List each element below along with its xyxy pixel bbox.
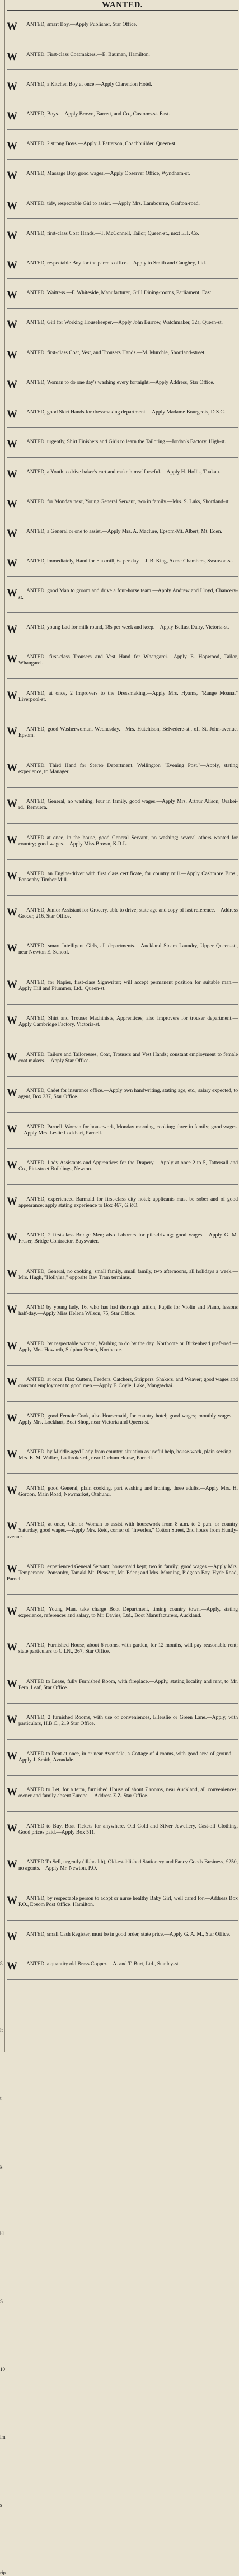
classified-ad [7,1474,238,1510]
classified-ad [7,70,238,100]
drop-initial: W [7,1267,17,1280]
drop-initial: W [7,1484,17,1496]
drop-initial: W [7,1123,17,1135]
drop-initial: W [7,140,17,152]
ad-text: ANTED, smart Intelligent Girls, all departments.—Auckland Steam Laundry, Upper Queen-st., near Newton E. School. [18,943,238,956]
classified-ad [7,1149,238,1185]
drop-initial: W [7,527,17,540]
drop-initial: W [7,289,17,301]
classified-ad [7,1848,238,1885]
classified-ad [7,788,238,824]
drop-initial: W [7,557,17,570]
ad-text: ANTED, 2 furnished Rooms, with use of conveniences, Ellerslie or Green Lane.—Apply, with particulars, H.B.C., 219 Star Office. [18,1715,238,1727]
classified-ad [7,11,238,40]
classified-ad [7,398,238,428]
ad-text: ANTED, Woman to do one day's washing every fortnight.—Apply Address, Star Office. [26,379,214,385]
ad-text: ANTED to Buy, Boat Tickets for anywhere. Old Gold and Silver Jewellery, Cast-off Clothing. Good prices paid.—Apply Box 511. [18,1823,238,1835]
ad-text: ANTED, Lady Assistants and Apprentices for the Drapery.—Apply at once 2 to 5, Tattersall and Co., Pitt-street Buildings, Newton. [18,1160,238,1173]
ad-text: ANTED, for Napier, first-class Signwriter; will accept permanent position for suitable man.—Apply Hill and Plummer, Ltd., Queen-st. [18,979,238,992]
drop-initial: W [7,1376,17,1388]
classified-ad [7,1438,238,1475]
ad-text: ANTED, immediately, Hand for Flaxmill, 6s per day.—J. B. King, Acme Chambers, Swanson-st. [26,559,233,565]
classified-ad [7,643,238,680]
ad-text: ANTED, a Youth to drive baker's cart and make himself useful.—Apply H. Hollis, Tuakau. [26,469,221,475]
drop-initial: W [7,1858,17,1871]
ad-text: ANTED, Waitress.—F. Whiteside, Manufacturer, Grill Dining-rooms, Parliament, East. [26,290,213,296]
classified-ad [7,1510,238,1553]
classified-ad [7,968,238,1005]
classified-ad [7,1366,238,1402]
ad-text: ANTED, Junior Assistant for Grocery, able to drive; state age and copy of last reference.—Address Grocer, 216, Star Office. [18,907,238,919]
classified-ad [7,279,238,309]
classified-ad [7,368,238,398]
ad-text: ANTED, an Engine-driver with first class certificate, for country mill.—Apply Cashmore Bros., Ponsonby Timber Mill. [18,871,238,884]
ads-list [7,11,238,1980]
classified-ad [7,160,238,189]
drop-initial: W [7,438,17,450]
drop-initial: W [7,798,17,810]
drop-initial: W [7,1605,17,1617]
drop-initial: W [7,834,17,846]
cut-off-text: S [0,2299,3,2304]
drop-initial: W [7,1412,17,1424]
classified-ad [7,1595,238,1631]
drop-initial: W [7,1563,17,1575]
classified-ad [7,40,238,70]
drop-initial: W [7,319,17,331]
classified-ad [7,824,238,860]
classified-ad [7,1077,238,1113]
ad-text: ANTED, smart Boy.—Apply Publisher, Star Office. [26,22,138,28]
classified-ad [7,1552,238,1595]
classified-ad [7,1185,238,1221]
drop-initial: W [7,870,17,882]
classified-ad [7,679,238,715]
classified-ad [7,100,238,130]
ad-text: ANTED, General, no washing, four in family, good wages.—Apply Mrs. Arthur Alison, Orakei-rd., Remuera. [18,799,238,811]
drop-initial: W [7,110,17,123]
cut-off-text: s [0,2502,2,2508]
classified-ad [7,458,238,487]
drop-initial: W [7,199,17,212]
cut-off-text: g [0,2163,3,2169]
ad-text: ANTED, Boys.—Apply Brown, Barrett, and Co., Customs-st. East. [26,111,170,118]
classified-ad [7,487,238,517]
ad-text: ANTED, good General, plain cooking, part washing and ironing, three adults.—Apply Mrs. H. Gordon, Main Road, Newmarket, Otahuhu. [18,1485,238,1498]
classified-ad [7,1113,238,1149]
cut-off-text: lm [0,2434,6,2440]
drop-initial: W [7,229,17,241]
classified-ad [7,338,238,368]
classified-ad [7,1667,238,1704]
drop-initial: W [7,587,17,599]
drop-initial: W [7,50,17,63]
ad-text: ANTED, a quantity old Brass Copper.—A. and T. Burt, Ltd., Stanley-st. [26,1961,180,1968]
drop-initial: W [7,170,17,182]
drop-initial: W [7,1822,17,1834]
classified-ad [7,1776,238,1812]
drop-initial: W [7,1340,17,1352]
drop-initial: W [7,1714,17,1726]
classified-ad [7,219,238,249]
ad-text: ANTED, good Man to groom and drive a four-horse team.—Apply Andrew and Lloyd, Chancery-st. [18,588,238,601]
adjacent-column-edge [0,0,5,2052]
cut-off-text: 10 [0,2366,5,2372]
classified-ad [7,715,238,752]
classified-ad [7,896,238,932]
ad-text: ANTED, a General or one to assist.—Apply Mrs. A. Maclure, Epsom-Mt. Albert, Mt. Eden. [26,528,222,534]
drop-initial: W [7,497,17,510]
classified-ad [7,547,238,577]
ad-text: ANTED, at once, Flax Cutters, Feeders, Catchers, Strippers, Shakers, and Weaver; good wages and constant employment to good men.—Apply F. Coyle, Lake, Mangawhai. [18,1377,238,1389]
classified-ad [7,1921,238,1950]
drop-initial: W [7,1786,17,1798]
classified-ad [7,1294,238,1330]
drop-initial: W [7,1521,17,1533]
drop-initial: W [7,21,17,33]
ad-text: ANTED, 2 first-class Bridge Men; also Laborers for pile-driving; good wages.—Apply G. M. Fraser, Bridge Contractor, Bayswater. [18,1233,238,1245]
classified-ad [7,1329,238,1366]
ad-text: ANTED to Lease, fully Furnished Room, with fireplace.—Apply, stating locality and rent, to Mr. Fern, Leaf, Star Office. [18,1678,238,1691]
drop-initial: W [7,623,17,635]
ad-text: ANTED, Shirt and Trouser Machinists, Apprentices; also Improvers for trouser department.—Apply Cambridge Factory, Victoria-st. [18,1016,238,1028]
cut-off-text: t [0,2095,2,2101]
cut-off-text: bl [0,2231,4,2236]
ad-text: ANTED, young Lad for milk round, 18s per week and keep.—Apply Belfast Dairy, Victoria-st. [26,624,229,630]
ad-text: ANTED, by respectable woman, Washing to do by the day. Northcote or Birkenhead preferred.—Apply Mrs. Howarth, Sulphur Beach, Northcote. [18,1341,238,1353]
ad-text: ANTED to Rent at once, in or near Avondale, a Cottage of 4 rooms, with good area of ground.—Apply J. Smith, Avondale. [18,1751,238,1763]
ad-text: ANTED, urgently, Shirt Finishers and Girls to learn the Tailoring.—Jordan's Factory, High-st. [26,439,226,445]
cut-off-text: rip [0,2570,6,2575]
ad-text: ANTED, experienced General Servant; housemaid kept; two in family; good wages.—Apply Mrs. Temperance, Ponsonby, Tamaki Mt. Pleasant, Mt. Eden; and Mrs. Morning, Pidgeon Bay, Hyde Road, Parnell. [7,1564,238,1583]
ad-text: ANTED, Cadet for insurance office.—Apply own handwriting, stating age, etc., salary expected, to agent, Box 237, Star Office. [18,1088,238,1100]
ad-text: ANTED, by Middle-aged Lady from country, situation as useful help, house-work, plain sewing.—Mrs. E. M. Walker, Ladbroke-rd., near Durham House, Parnell. [18,1449,238,1462]
drop-initial: W [7,1960,17,1973]
ad-text: ANTED, a Kitchen Boy at once.—Apply Clarendon Hotel. [26,81,152,87]
classified-ad [7,577,238,613]
drop-initial: W [7,726,17,738]
drop-initial: W [7,1750,17,1762]
ad-text: ANTED, for Monday next, Young General Servant, two in family.—Mrs. S. Luks, Shortland-st. [26,499,230,505]
drop-initial: W [7,378,17,390]
drop-initial: W [7,689,17,701]
classified-ad [7,1040,238,1077]
drop-initial: W [7,1195,17,1207]
classified-ad [7,249,238,279]
drop-initial: W [7,408,17,421]
cut-off-text: g [0,1960,3,1965]
classified-column [5,0,239,1980]
ad-text: ANTED, good Skirt Hands for dressmaking department.—Apply Madame Bourgeois, D.S.C. [26,410,226,416]
drop-initial: W [7,1642,17,1654]
classified-ad [7,1884,238,1921]
ad-text: ANTED, Parnell, Woman for housework, Monday morning, cooking; three in family; good wages.—Apply Mrs. Leslie Lockhart, Parnell. [18,1124,238,1136]
classified-ad [7,751,238,788]
classified-ad [7,1740,238,1776]
ad-text: ANTED to Let, for a term, furnished House of about 7 rooms, near Auckland, all conveniences; owner and family absent Europe.—Address Z.Z. Star Office. [18,1787,238,1800]
drop-initial: W [7,1087,17,1099]
ad-text: ANTED, Girl for Working Housekeeper.—Apply John Burrow, Watchmaker, 32a, Queen-st. [26,320,223,326]
classified-ad [7,932,238,969]
drop-initial: W [7,1677,17,1690]
classified-ad [7,613,238,643]
drop-initial: W [7,348,17,361]
drop-initial: W [7,80,17,92]
drop-initial: W [7,1304,17,1316]
classified-ad [7,1005,238,1041]
classified-ad [7,309,238,338]
ad-text: ANTED, 2 strong Boys.—Apply J. Patterson, Coachbuilder, Queen-st. [26,141,177,147]
drop-initial: W [7,906,17,918]
ad-text: ANTED, Massage Boy, good wages.—Apply Observer Office, Wyndham-st. [26,171,190,177]
drop-initial: W [7,1159,17,1171]
drop-initial: W [7,761,17,774]
ad-text: ANTED, Tailors and Tailoresses, Coat, Trousers and Vest Hands; constant employment to female coat makers.—Apply Star Office. [18,1052,238,1064]
ad-text: ANTED, small Cash Register, must be in good order, state price.—Apply G. A. M., Star Office. [26,1932,231,1938]
ad-text: ANTED at once, in the house, good General Servant, no washing; several others wanted for country; good wages.—Apply Miss Brown, K.R.L. [18,835,238,847]
classified-ad [7,1257,238,1294]
drop-initial: W [7,978,17,991]
ad-text: ANTED by young lady, 16, who has had thorough tuition, Pupils for Violin and Piano, lessons half-day.—Apply Miss Helena Wilson, 75, Star Office. [18,1305,238,1317]
classified-ad [7,517,238,547]
classified-ad [7,1631,238,1668]
ad-text: ANTED, first-class Coat, Vest, and Trousers Hands.—M. Murchie, Shortland-street. [26,350,206,356]
drop-initial: W [7,1015,17,1027]
drop-initial: W [7,259,17,272]
ad-text: ANTED, at once, 2 Improvers to the Dressmaking.—Apply Mrs. Hyams, "Range Moana," Liverpool-st. [18,690,238,703]
ad-text: ANTED, good Female Cook, also Housemaid, for country hotel; good wages; monthly wages.—Apply Mrs. Lockhart, Boat Shop, near Victoria and Queen-st. [18,1413,238,1425]
cut-off-text: lt [0,2028,3,2033]
ad-text: ANTED, by respectable person to adopt or nurse healthy Baby Girl, well cared for.—Address Box P.O., Epsom Post Office, Hamilton. [18,1895,238,1908]
drop-initial: W [7,1050,17,1063]
drop-initial: W [7,1448,17,1461]
drop-initial: W [7,1231,17,1244]
section-heading: WANTED. [7,0,238,11]
ad-text: ANTED, Furnished House, about 6 rooms, with garden, for 12 months, will pay reasonable rent; state particulars to C.I.N., 267, Star Office. [18,1643,238,1655]
ad-text: ANTED, at once, Girl or Woman to assist with housework from 8 a.m. to 2 p.m. or country Saturday, good wages.—Apply Mrs. Reid, corner of "Inverlea," Cotton Street, 2nd house from Huntly-avenue. [7,1522,238,1540]
classified-ad [7,1812,238,1848]
ad-text: ANTED, First-class Coatmakers.—E. Bauman, Hamilton. [26,52,150,58]
classified-ad [7,1950,238,1980]
ad-text: ANTED, General, no cooking, small family, small family, two afternoons, all holidays a week.—Mrs. Hugh, "Hollylea," opposite Bay Tram terminus. [18,1268,238,1281]
drop-initial: W [7,468,17,480]
classified-ad [7,1704,238,1740]
classified-ad [7,1221,238,1258]
classified-ad [7,130,238,160]
ad-text: ANTED, first-class Coat Hands.—T. McConnell, Tailor, Queen-st., next E.T. Co. [26,230,199,236]
drop-initial: W [7,653,17,666]
classified-ad [7,1402,238,1438]
classified-ad [7,189,238,219]
ad-text: ANTED To Sell, urgently (ill-health), Old-established Stationery and Fancy Goods Business, £250, no agents.—Apply Mr. Newton, P.O. [18,1859,238,1872]
ad-text: ANTED, good Washerwoman, Wednesday.—Mrs. Hutchison, Belvedere-st., off St. John-avenue, Epsom. [18,727,238,739]
ad-text: ANTED, first-class Trousers and Vest Hand for Whangarei.—Apply E. Hopwood, Tailor, Whangarei. [18,654,238,667]
drop-initial: W [7,1894,17,1907]
ad-text: ANTED, respectable Boy for the parcels office.—Apply to Smith and Caughey, Ltd. [26,261,207,267]
ad-text: ANTED, experienced Barmaid for first-class city hotel; applicants must be sober and of good appearance; apply stating experience to Box 467, G.P.O. [18,1196,238,1208]
drop-initial: W [7,1931,17,1943]
ad-text: ANTED, Third Hand for Stereo Department, Wellington "Evening Post."—Apply, stating experience, to Manager. [18,762,238,775]
drop-initial: W [7,942,17,955]
ad-text: ANTED, tidy, respectable Girl to assist. —Apply Mrs. Lambourne, Grafton-road. [26,201,200,207]
classified-ad [7,428,238,458]
classified-ad [7,860,238,896]
ad-text: ANTED, Young Man, take charge Boot Department, timing country town.—Apply, stating experience, references and salary, to Mr. Davies, Ltd., Boot Manufacturers, Auckland. [18,1606,238,1619]
